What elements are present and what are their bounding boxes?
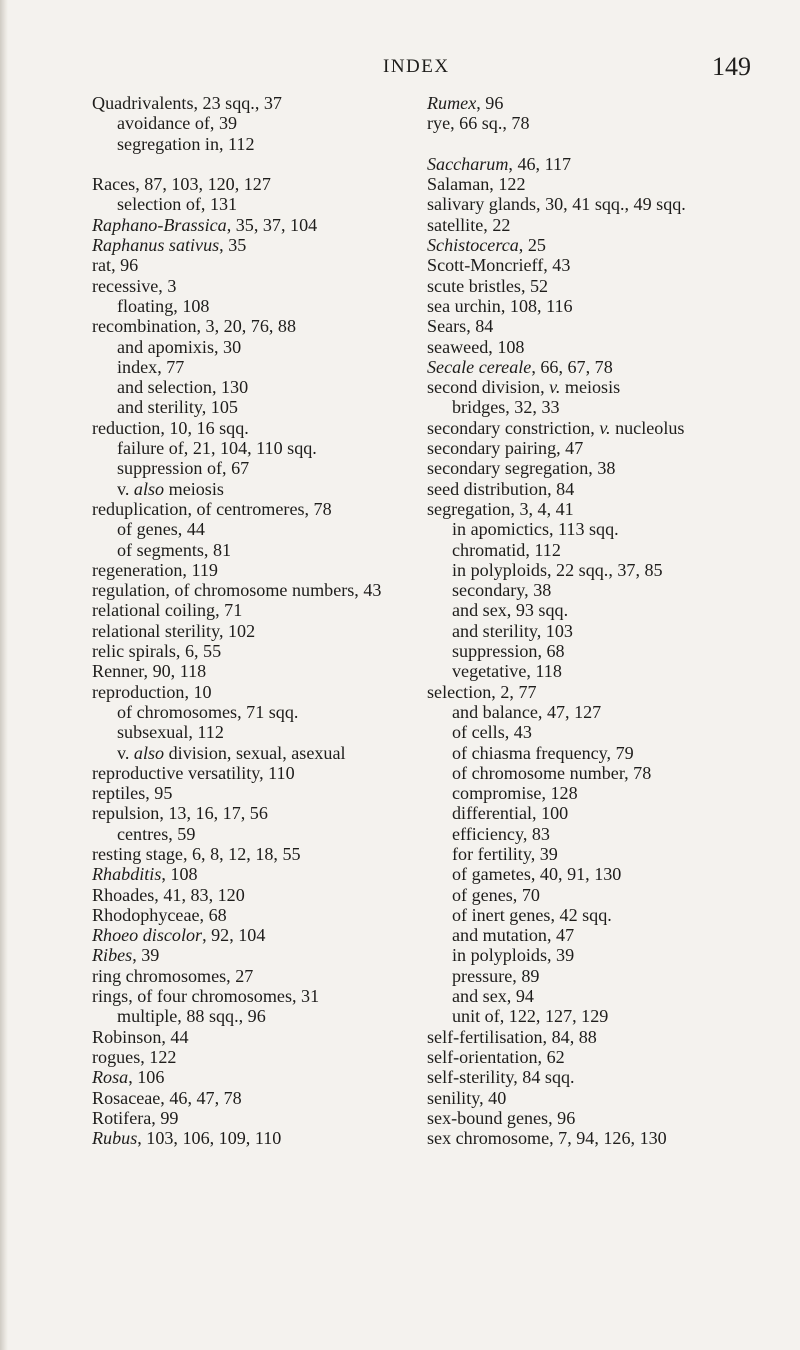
index-entry (92, 560, 447, 580)
index-subentry (427, 580, 792, 600)
index-entry (427, 682, 792, 702)
index-subentry (427, 641, 792, 661)
index-text: of gametes, 40, 91, 130 (452, 864, 622, 885)
index-entry (92, 682, 447, 702)
index-text: Rosaceae, 46, 47, 78 (92, 1087, 242, 1108)
index-subentry (92, 540, 447, 560)
index-text: Renner, 90, 118 (92, 661, 207, 682)
index-text: sex-bound genes, 96 (427, 1107, 576, 1128)
index-term-italic: Saccharum (427, 153, 509, 174)
index-entry (92, 803, 447, 823)
index-subentry (92, 743, 447, 763)
index-subentry (427, 885, 792, 905)
index-text: Races, 87, 103, 120, 127 (92, 174, 271, 195)
index-text: , 108 (161, 864, 198, 885)
index-subentry (92, 113, 447, 133)
index-subentry (427, 397, 792, 417)
page-gutter-shadow (0, 0, 8, 1350)
index-text: segregation in, 112 (117, 133, 255, 154)
index-text: Rotifera, 99 (92, 1107, 179, 1128)
index-subentry (427, 986, 792, 1006)
index-subentry (427, 864, 792, 884)
index-text: recessive, 3 (92, 275, 177, 296)
index-entry (92, 1067, 447, 1087)
index-term-italic: also (133, 742, 165, 763)
index-text: nucleolus (610, 417, 685, 438)
index-entry (427, 438, 792, 458)
index-subentry (92, 438, 447, 458)
index-text: of segments, 81 (117, 539, 232, 560)
index-subentry (427, 763, 792, 783)
index-subentry (427, 783, 792, 803)
index-entry (92, 580, 447, 600)
index-entry (92, 1128, 447, 1148)
index-subentry (92, 337, 447, 357)
index-entry (92, 661, 447, 681)
index-text: unit of, 122, 127, 129 (452, 1006, 609, 1027)
index-entry (427, 1047, 792, 1067)
index-term-italic: Ribes (92, 945, 133, 966)
index-term-italic: Rhabditis (92, 864, 162, 885)
index-text: second division, (427, 377, 550, 398)
index-text: salivary glands, 30, 41 sqq., 49 sqq. (427, 194, 686, 215)
index-entry (427, 215, 792, 235)
index-subentry (427, 966, 792, 986)
index-term-italic: Rhoeo discolor (92, 925, 203, 946)
index-text: secondary constriction, (427, 417, 600, 438)
index-text: , 35 (219, 235, 247, 256)
index-text: , 25 (518, 235, 546, 256)
index-entry (92, 1047, 447, 1067)
index-subentry (92, 458, 447, 478)
index-text: secondary, 38 (452, 580, 552, 601)
index-subentry (427, 844, 792, 864)
index-text: bridges, 32, 33 (452, 397, 560, 418)
index-text: and apomixis, 30 (117, 336, 242, 357)
index-entry (427, 93, 792, 113)
index-text: recombination, 3, 20, 76, 88 (92, 316, 297, 337)
index-subentry (427, 661, 792, 681)
index-entry (92, 864, 447, 884)
index-entry (92, 763, 447, 783)
index-text: for fertility, 39 (452, 843, 558, 864)
index-text: of genes, 44 (117, 519, 205, 540)
index-text: and mutation, 47 (452, 925, 575, 946)
index-subentry (427, 905, 792, 925)
index-entry (427, 174, 792, 194)
index-text: repulsion, 13, 16, 17, 56 (92, 803, 268, 824)
index-term-italic: Raphano-Brassica (92, 214, 227, 235)
index-text: multiple, 88 sqq., 96 (117, 1006, 266, 1027)
index-text: suppression, 68 (452, 641, 565, 662)
index-term-italic: v. (549, 377, 561, 398)
index-subentry (427, 722, 792, 742)
index-entry (92, 783, 447, 803)
index-text: regulation, of chromosome numbers, 43 (92, 580, 382, 601)
index-text: centres, 59 (117, 823, 196, 844)
index-text: of genes, 70 (452, 884, 540, 905)
index-entry (427, 418, 792, 438)
index-entry (92, 174, 447, 194)
index-text: in apomictics, 113 sqq. (452, 519, 619, 540)
index-text: meiosis (560, 377, 621, 398)
index-entry (92, 600, 447, 620)
index-entry (92, 1088, 447, 1108)
index-text: and sex, 94 (452, 986, 534, 1007)
index-column-right (427, 93, 792, 1148)
index-entry (427, 499, 792, 519)
index-entry (427, 255, 792, 275)
index-text: selection, 2, 77 (427, 681, 537, 702)
index-entry (427, 316, 792, 336)
index-text: ring chromosomes, 27 (92, 965, 254, 986)
index-subentry (427, 540, 792, 560)
index-entry (92, 925, 447, 945)
index-subentry (427, 824, 792, 844)
index-entry (427, 235, 792, 255)
index-subentry (92, 519, 447, 539)
index-text: relational sterility, 102 (92, 620, 256, 641)
index-text: reproduction, 10 (92, 681, 212, 702)
index-term-italic: v. (599, 417, 611, 438)
index-text: avoidance of, 39 (117, 113, 238, 134)
index-entry (427, 1088, 792, 1108)
index-text: and balance, 47, 127 (452, 701, 602, 722)
index-entry (92, 945, 447, 965)
index-entry (92, 885, 447, 905)
index-text: reproductive versatility, 110 (92, 762, 295, 783)
index-text: meiosis (164, 478, 224, 499)
index-entry (92, 255, 447, 275)
index-subentry (92, 1006, 447, 1026)
index-subentry (92, 702, 447, 722)
index-subentry (92, 194, 447, 214)
index-text: efficiency, 83 (452, 823, 550, 844)
index-text: self-sterility, 84 sqq. (427, 1067, 575, 1088)
index-entry (92, 316, 447, 336)
index-text: compromise, 128 (452, 783, 578, 804)
index-subentry (92, 134, 447, 154)
index-text: of chromosomes, 71 sqq. (117, 701, 299, 722)
index-text: of inert genes, 42 sqq. (452, 904, 612, 925)
index-text: seed distribution, 84 (427, 478, 575, 499)
index-term-italic: Schistocerca (427, 235, 519, 256)
index-text: segregation, 3, 4, 41 (427, 498, 574, 519)
index-entry (427, 194, 792, 214)
index-text: subsexual, 112 (117, 722, 224, 743)
index-entry (92, 986, 447, 1006)
index-term-italic: Rumex (427, 93, 477, 113)
index-text: of chiasma frequency, 79 (452, 742, 634, 763)
index-text: self-orientation, 62 (427, 1046, 565, 1067)
index-text: rye, 66 sq., 78 (427, 113, 530, 134)
index-text: differential, 100 (452, 803, 569, 824)
index-term-italic: Secale cereale (427, 356, 532, 377)
index-entry (92, 235, 447, 255)
index-text: floating, 108 (117, 295, 210, 316)
index-entry (427, 113, 792, 133)
index-text: , 96 (476, 93, 504, 113)
index-entry (92, 905, 447, 925)
index-text: sea urchin, 108, 116 (427, 295, 573, 316)
index-entry (427, 276, 792, 296)
index-text: v. (117, 742, 134, 763)
index-text: of chromosome number, 78 (452, 762, 652, 783)
index-text: Rhodophyceae, 68 (92, 904, 227, 925)
index-subentry (427, 702, 792, 722)
index-entry (427, 154, 792, 174)
index-text: , 35, 37, 104 (226, 214, 318, 235)
index-text: secondary segregation, 38 (427, 458, 616, 479)
index-text: rogues, 122 (92, 1046, 177, 1067)
index-text: relic spirals, 6, 55 (92, 641, 222, 662)
index-text: Salaman, 122 (427, 174, 526, 195)
index-entry (427, 458, 792, 478)
index-entry (92, 215, 447, 235)
index-entry (92, 641, 447, 661)
index-entry (427, 1108, 792, 1128)
index-subentry (92, 397, 447, 417)
index-text: regeneration, 119 (92, 559, 218, 580)
index-text: sex chromosome, 7, 94, 126, 130 (427, 1128, 667, 1149)
index-entry (427, 296, 792, 316)
index-subentry (92, 479, 447, 499)
index-text: senility, 40 (427, 1087, 507, 1108)
index-text: Quadrivalents, 23 sqq., 37 (92, 93, 282, 113)
index-subentry (427, 600, 792, 620)
running-head (0, 52, 800, 92)
index-text: seaweed, 108 (427, 336, 525, 357)
index-text: chromatid, 112 (452, 539, 561, 560)
index-text: v. (117, 478, 134, 499)
index-term-italic: also (133, 478, 165, 499)
index-text: , 92, 104 (202, 925, 266, 946)
index-text: scute bristles, 52 (427, 275, 549, 296)
index-text: satellite, 22 (427, 214, 511, 235)
index-text: Scott-Moncrieff, 43 (427, 255, 571, 276)
index-text: in polyploids, 39 (452, 945, 575, 966)
index-text: pressure, 89 (452, 965, 540, 986)
index-subentry (92, 357, 447, 377)
index-text: index, 77 (117, 356, 185, 377)
index-subentry (427, 560, 792, 580)
index-entry (427, 1128, 792, 1148)
index-entry (92, 621, 447, 641)
index-text: , 39 (132, 945, 160, 966)
index-entry (427, 337, 792, 357)
index-text: and sterility, 103 (452, 620, 573, 641)
index-text: resting stage, 6, 8, 12, 18, 55 (92, 843, 301, 864)
index-text: reptiles, 95 (92, 783, 173, 804)
index-text: in polyploids, 22 sqq., 37, 85 (452, 559, 663, 580)
index-text: failure of, 21, 104, 110 sqq. (117, 438, 317, 459)
index-text: secondary pairing, 47 (427, 438, 584, 459)
index-subentry (427, 803, 792, 823)
index-term-italic: Rubus (92, 1128, 138, 1149)
index-entry (427, 479, 792, 499)
index-text: , 46, 117 (508, 153, 572, 174)
index-subentry (427, 925, 792, 945)
index-term-italic: Rosa (92, 1067, 129, 1088)
index-text: and sex, 93 sqq. (452, 600, 569, 621)
index-subentry (427, 743, 792, 763)
index-text: , 106 (128, 1067, 165, 1088)
index-subentry (92, 824, 447, 844)
index-text: relational coiling, 71 (92, 600, 243, 621)
index-column-left (92, 93, 447, 1148)
index-entry (92, 1027, 447, 1047)
index-entry (427, 357, 792, 377)
index-text: suppression of, 67 (117, 458, 250, 479)
index-text: and selection, 130 (117, 377, 249, 398)
index-text: reduplication, of centromeres, 78 (92, 498, 332, 519)
index-text: , 66, 67, 78 (531, 356, 613, 377)
index-subentry (92, 722, 447, 742)
index-text: Sears, 84 (427, 316, 494, 337)
index-text: rings, of four chromosomes, 31 (92, 986, 320, 1007)
index-text: self-fertilisation, 84, 88 (427, 1026, 597, 1047)
index-entry (427, 1027, 792, 1047)
index-text: and sterility, 105 (117, 397, 238, 418)
index-text: division, sexual, asexual (164, 742, 346, 763)
index-text: of cells, 43 (452, 722, 532, 743)
index-text: rat, 96 (92, 255, 139, 276)
page-title: INDEX (383, 56, 450, 77)
index-subentry (427, 1006, 792, 1026)
index-text: selection of, 131 (117, 194, 238, 215)
index-subentry (92, 377, 447, 397)
index-entry (427, 1067, 792, 1087)
index-subentry (427, 621, 792, 641)
index-text: vegetative, 118 (452, 661, 562, 682)
index-entry (92, 1108, 447, 1128)
index-subentry (427, 945, 792, 965)
index-entry (92, 418, 447, 438)
index-entry (92, 844, 447, 864)
index-text: Robinson, 44 (92, 1026, 189, 1047)
index-entry (92, 276, 447, 296)
page-number: 149 (712, 52, 751, 81)
index-subentry (92, 296, 447, 316)
index-text: reduction, 10, 16 sqq. (92, 417, 249, 438)
index-entry (92, 966, 447, 986)
index-entry (92, 499, 447, 519)
index-entry (427, 377, 792, 397)
index-term-italic: Raphanus sativus (92, 235, 220, 256)
index-text: Rhoades, 41, 83, 120 (92, 884, 245, 905)
index-subentry (427, 519, 792, 539)
index-text: , 103, 106, 109, 110 (137, 1128, 282, 1149)
index-entry (92, 93, 447, 113)
